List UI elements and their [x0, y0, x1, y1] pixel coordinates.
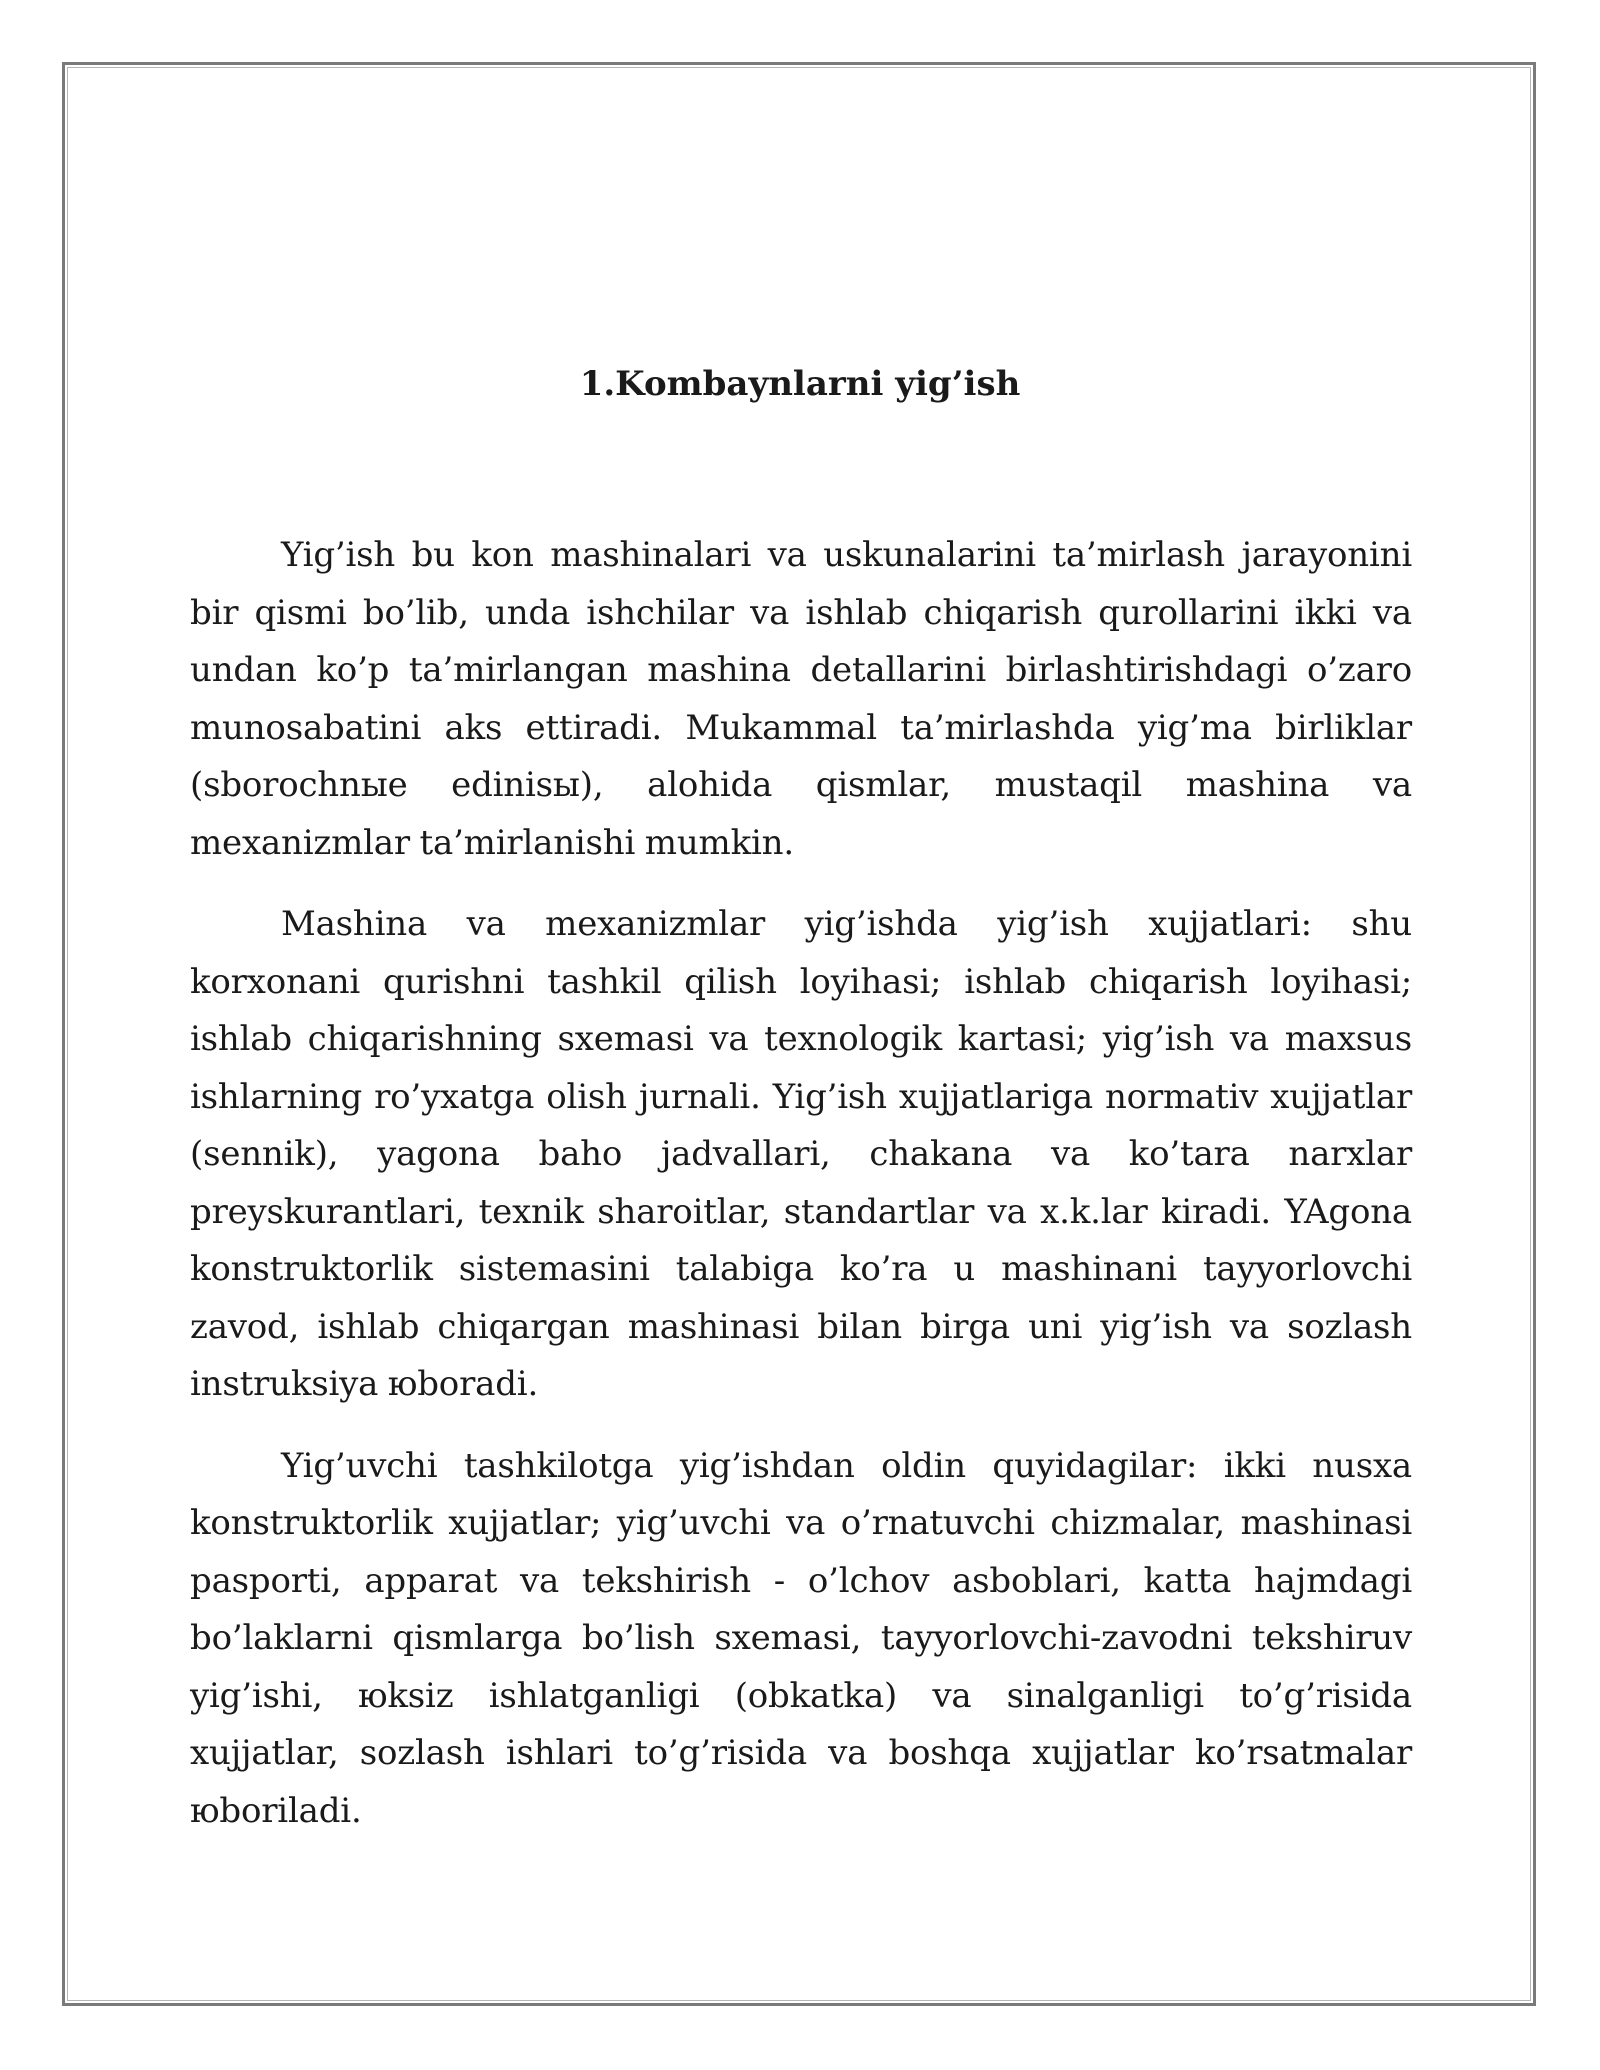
paragraph-2: Mashina va mexanizmlar yig’ishda yig’ish xujjatlari: shu korxonani qurishni tashkil qilish loyihasi; ishlab chiqarish loyihasi; ishlab chiqarishning sxemasi va texnologik kartasi; yig’ish va maxsus ishlarning ro’yxatga olish jurnali. Yig’ish xujjatlariga normativ xujjatlar (sennik), yagona baho jadvallari, chakana va ko’tara narxlar preyskurantlari, texnik sharoitlar, standartlar va x.k.lar kiradi. YAgona konstruktorlik sistemasini talabiga ko’ra u mashinani tayyorlovchi zavod, ishlab chiqargan mashinasi bilan birga uni yig’ish va sozlash instruksiya юboradi.: [190, 904, 1412, 1404]
paragraph-3: Yig’uvchi tashkilotga yig’ishdan oldin quyidagilar: ikki nusxa konstruktorlik xujjatlar; yig’uvchi va o’rnatuvchi chizmalar, mashinasi pasporti, apparat va tekshirish - o’lchov asboblari, katta hajmdagi bo’laklarni qismlarga bo’lish sxemasi, tayyorlovchi-zavodni tekshiruv yig’ishi, юksiz ishlatganligi (obkatka) va sinalganligi to’g’risida xujjatlar, sozlash ishlari to’g’risida va boshqa xujjatlar ko’rsatmalar юboriladi.: [190, 1445, 1412, 1831]
paragraph-1: Yig’ish bu kon mashinalari va uskunalarini ta’mirlash jarayonini bir qismi bo’lib, unda ishchilar va ishlab chiqarish qurollarini ikki va undan ko’p ta’mirlangan mashina detallarini birlashtirishdagi o’zaro munosabatini aks ettiradi. Mukammal ta’mirlashda yig’ma birliklar (sborochnыe edinisы), alohida qismlar, mustaqil mashina va mexanizmlar ta’mirlanishi mumkin.: [190, 535, 1412, 863]
document-title: 1.Kombaynlarni yig’ish: [579, 364, 1021, 404]
document-body: [190, 527, 1412, 1864]
